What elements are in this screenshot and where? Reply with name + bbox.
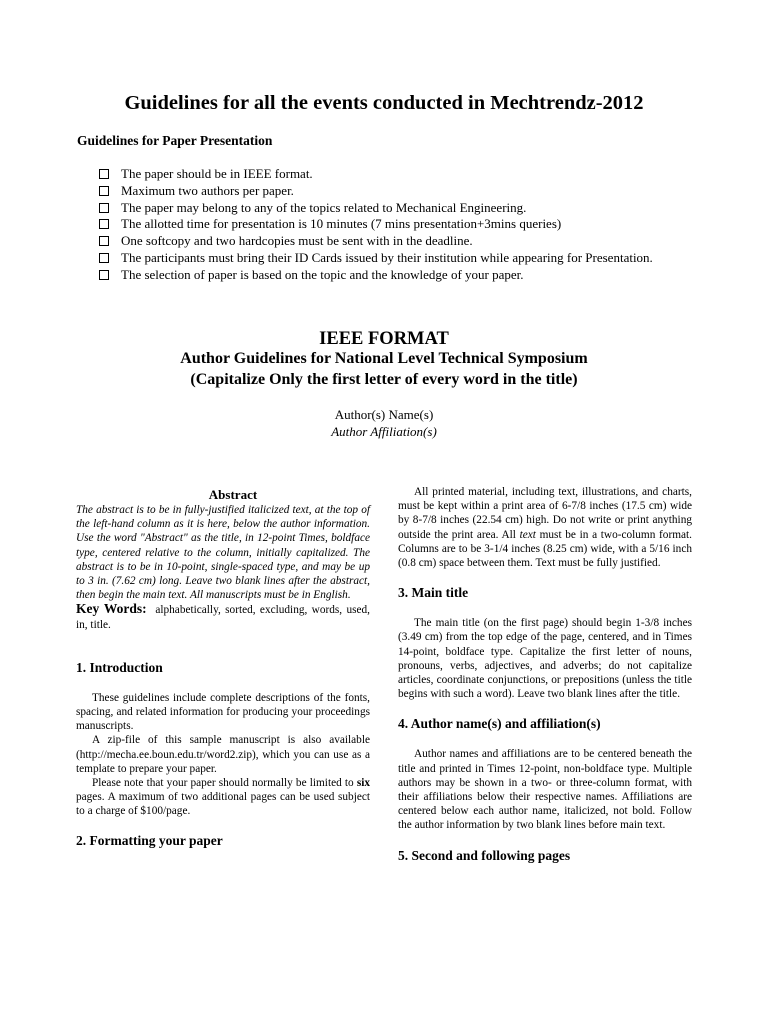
checkbox-icon	[99, 270, 109, 280]
checkbox-icon	[99, 169, 109, 179]
intro-paragraph: These guidelines include complete descriptions of the fonts, spacing, and related information for producing your proceedings manuscripts.	[76, 691, 370, 733]
checkbox-icon	[99, 253, 109, 263]
keywords-label: Key Words:	[76, 601, 147, 617]
author-affiliation: Author Affiliation(s)	[331, 424, 437, 439]
list-item: The selection of paper is based on the topic and the knowledge of your paper.	[98, 267, 692, 284]
main-title-paragraph: The main title (on the first page) should begin 1-3/8 inches (3.49 cm) from the top edge of the page, centered, and in Times 14-point, boldface type. Capitalize the first letter of nouns, pronouns, verbs, adjectives, and adverbs; do not capitalize articles, coordinate conjunctions, or prepositions (unless the title begins with such a word). Leave two blank lines after the title.	[398, 617, 692, 701]
abstract-heading: Abstract	[208, 487, 258, 502]
abstract-text: The abstract is to be in fully-justified italicized text, at the top of the left-hand column as it is here, below the author information. Use the word "Abstract" as the title, in 12-point Times, boldface type, centered relative to the column, initially capitalized. The abstract is to be in 10-point, single-spaced type, and may be up to 3 in. (7.62 cm) long. Leave two blank lines after the abstract, then begin the main text. All manuscripts must be in English.	[76, 504, 370, 602]
guidelines-list	[98, 166, 692, 284]
ieee-subtitle: Author Guidelines for National Level Technical Symposium	[180, 350, 588, 367]
keywords-text: alphabetically, sorted, excluding, words, used, in, title.	[76, 604, 370, 631]
author-paragraph: Author names and affiliations are to be centered beneath the title and printed in Times 12-point, non-boldface type. Multiple authors may be shown in a two- or three-column format, with their affiliations below their respective names. Affiliations are centered below each author name, italicized, not bold. Follow the author information by two blank lines before main text.	[398, 748, 692, 832]
checkbox-icon	[99, 203, 109, 213]
author-heading: 4. Author name(s) and affiliation(s)	[398, 716, 601, 732]
formatting-heading: 2. Formatting your paper	[76, 832, 223, 848]
main-title-heading: 3. Main title	[398, 585, 469, 601]
second-pages-heading: 5. Second and following pages	[398, 847, 571, 863]
list-item: Maximum two authors per paper.	[98, 183, 692, 200]
right-column	[398, 485, 692, 864]
format-paragraph: All printed material, including text, illustrations, and charts, must be kept within a print area of 6-7/8 inches (17.5 cm) wide by 8-7/8 inches (22.54 cm) high. Do not write or print anything outside the print area. All text must be in a two-column format. Columns are to be 3-1/4 inches (8.25 cm) wide, with a 5/16 inch (0.8 cm) space between them. Text must be fully justified.	[398, 486, 692, 570]
intro-paragraph: Please note that your paper should normally be limited to six pages. A maximum of two additional pages can be used subject to a charge of $100/page.	[76, 777, 370, 818]
list-item: The paper should be in IEEE format.	[98, 166, 692, 183]
checkbox-icon	[99, 236, 109, 246]
author-names: Author(s) Name(s)	[334, 407, 434, 422]
left-column	[76, 487, 370, 849]
page-title: Guidelines for all the events conducted in Mechtrendz-2012	[124, 92, 644, 114]
paper-presentation-heading: Guidelines for Paper Presentation	[77, 133, 273, 148]
list-item: The allotted time for presentation is 10 minutes (7 mins presentation+3mins queries)	[98, 216, 692, 233]
list-item: The participants must bring their ID Cards issued by their institution while appearing for Presentation.	[98, 250, 692, 267]
ieee-subtitle-note: (Capitalize Only the first letter of every word in the title)	[190, 371, 578, 388]
checkbox-icon	[99, 186, 109, 196]
ieee-format-title: IEEE FORMAT	[319, 329, 449, 349]
checkbox-icon	[99, 219, 109, 229]
introduction-heading: 1. Introduction	[76, 659, 163, 675]
list-item: The paper may belong to any of the topics related to Mechanical Engineering.	[98, 200, 692, 217]
intro-paragraph: A zip-file of this sample manuscript is also available (http://mecha.ee.boun.edu.tr/word2.zip), which you can use as a template to prepare your paper.	[76, 734, 370, 775]
keywords	[76, 602, 370, 631]
list-item: One softcopy and two hardcopies must be sent with in the deadline.	[98, 233, 692, 250]
